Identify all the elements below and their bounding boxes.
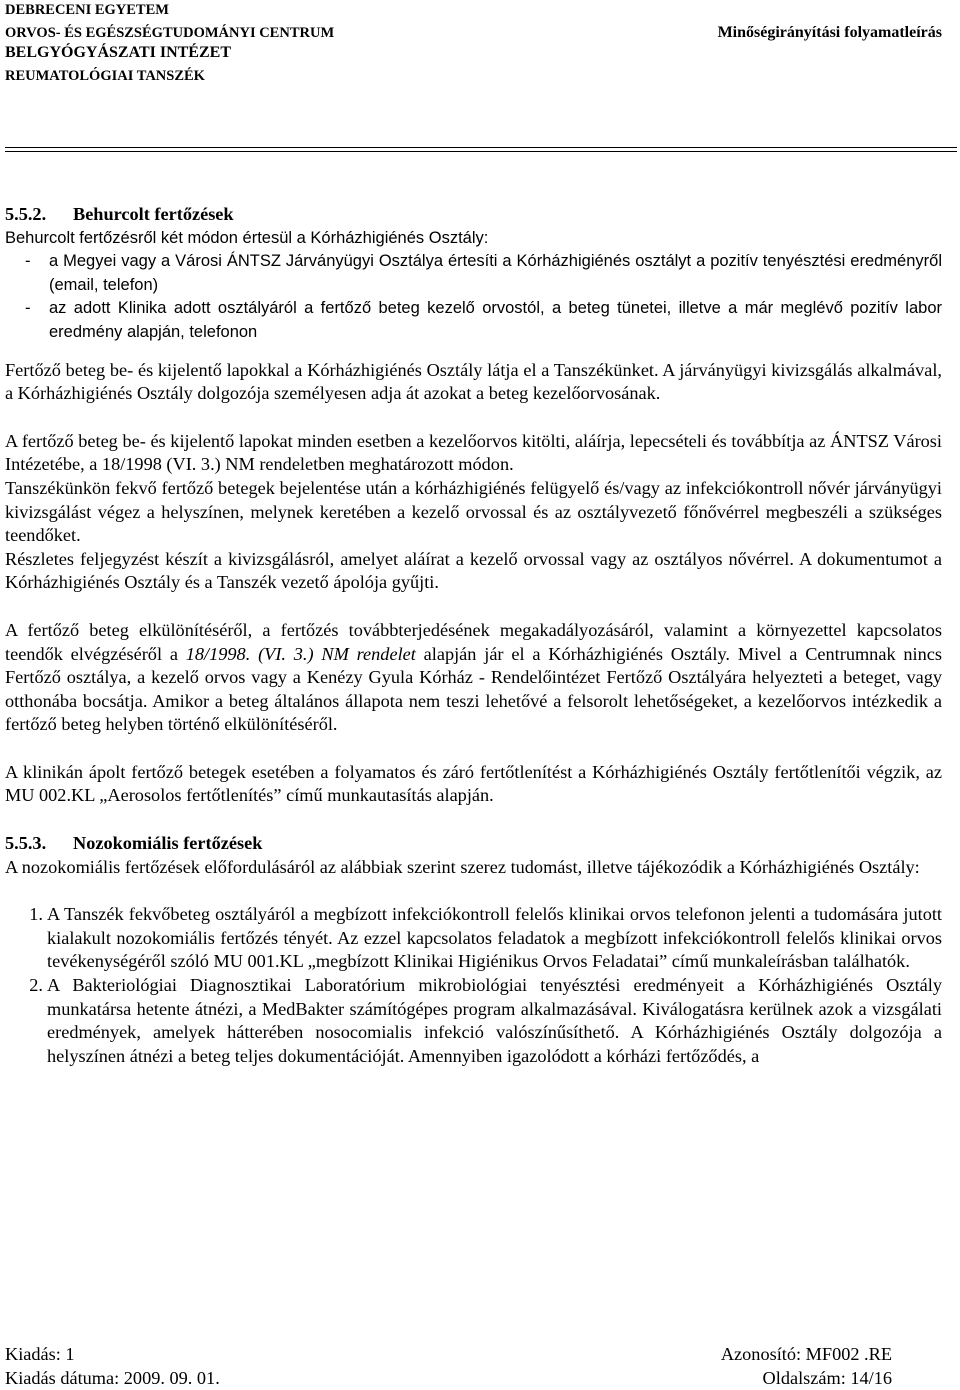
edition-date: Kiadás dátuma: 2009. 09. 01. bbox=[5, 1368, 220, 1388]
page-number: Oldalszám: 14/16 bbox=[762, 1368, 892, 1388]
section-number: 5.5.3. bbox=[5, 833, 47, 854]
document-type: Minőségirányítási folyamatleírás bbox=[717, 24, 942, 41]
list-item: - a Megyei vagy a Városi ÁNTSZ Járványügyi Osztálya értesíti a Kórházhigiénés osztályt a pozitív tenyésztési eredményről (email, telefon) bbox=[25, 252, 942, 294]
section-heading-552 bbox=[5, 203, 942, 227]
section-title: Behurcolt fertőzések bbox=[73, 204, 234, 224]
document-body bbox=[5, 203, 942, 1068]
university-name: DEBRECENI EGYETEM bbox=[5, 2, 169, 18]
paragraph: Részletes feljegyzést készít a kivizsgálásról, amelyet aláírat a kezelő orvossal vagy az osztályos nővérrel. A dokumentumot a Kórházhigiénés Osztály és a Tanszék vezető ápolója gyűjti. bbox=[5, 548, 942, 593]
paragraph: A fertőző beteg elkülönítéséről, a fertőzés továbbterjedésének megakadályozásáról, valamint a környezettel kapcsolatos teendők elvégzéséről a 18/1998. (VI. 3.) NM rendelet alapján jár el a Kórházhigiénés Osztály. Mivel a Centrumnak nincs Fertőző osztálya, a kezelő orvos vagy a Kenézy Gyula Kórház - Rendelőintézet Fertőző Osztályára helyezteti a beteget, vagy otthonába bocsátja. Amikor a beteg általános állapota nem teszi lehetővé a felsorolt lehetőségeket, a kezelőorvos intézkedik a fertőző beteg helyben történő elkülönítéséről. bbox=[5, 619, 942, 735]
department-name: REUMATOLÓGIAI TANSZÉK bbox=[5, 68, 205, 84]
section-intro: Behurcolt fertőzésről két módon értesül a Kórházhigiénés Osztály: bbox=[5, 228, 489, 247]
list-item: 1. A Tanszék fekvőbeteg osztályáról a megbízott infekciókontroll felelős klinikai orvos telefonon jelenti a tudomására jutott kialakult nozokomiális fertőzés tényét. Az ezzel kapcsolatos feladatok a megbízott infekciókontroll felelős klinikai orvos tevékenységéről szóló MU 001.KL „megbízott Klinikai Higiénikus Orvos Feladatai” című munkaleírásban találhatók. bbox=[29, 904, 942, 972]
center-name: ORVOS- ÉS EGÉSZSÉGTUDOMÁNYI CENTRUM bbox=[5, 25, 335, 41]
paragraph: Tanszékünkön fekvő fertőző betegek bejelentése után a kórházhigiénés felügyelő és/vagy az infekciókontroll nővér járványügyi kivizsgálást végez a helyszínen, melynek keretében a kezelő orvossal és az osztályvezető főnővérrel megbeszéli a szükséges teendőket. bbox=[5, 477, 942, 546]
list-item: - az adott Klinika adott osztályáról a fertőző beteg kezelő orvostól, a beteg tünetei, illetve a már meglévő pozitív labor eredmény alapján, telefonon bbox=[25, 299, 942, 341]
section-intro: A nozokomiális fertőzések előfordulásáról az alábbiak szerint szerez tudomást, illetve tájékozódik a Kórházhigiénés Osztály: bbox=[5, 856, 920, 877]
paragraph: A klinikán ápolt fertőző betegek esetében a folyamatos és záró fertőtlenítést a Kórházhigiénés Osztály fertőtlenítői végzik, az MU 002.KL „Aerosolos fertőtlenítés” című munkautasítás alapján. bbox=[5, 761, 942, 806]
header-rule-bottom bbox=[5, 151, 957, 152]
header-rule-top bbox=[5, 147, 957, 148]
regulation-reference: 18/1998. (VI. 3.) NM rendelet bbox=[185, 643, 416, 664]
edition: Kiadás: 1 bbox=[5, 1344, 75, 1364]
paragraph: Fertőző beteg be- és kijelentő lapokkal a Kórházhigiénés Osztály látja el a Tanszékünket. A járványügyi kivizsgálás alkalmával, a Kórházhigiénés Osztály dolgozója személyesen adja át azokat a beteg kezelőorvosának. bbox=[5, 359, 942, 404]
list-item: 2. A Bakteriológiai Diagnosztikai Laboratórium mikrobiológiai tenyésztési eredményeit a Kórházhigiénés Osztály munkatársa hetente átnézi, a MedBakter számítógépes program alkalmazásával. Kiválogatásra kerülnek azok a vizsgálati eredmények, amelyek hátterében nosocomialis infekció valószínűsíthető. A Kórházhigiénés Osztály dolgozója a helyszínen átnézi a beteg teljes dokumentációját. Amennyiben igazolódott a kórházi fertőződés, a bbox=[29, 975, 942, 1066]
section-heading-553 bbox=[5, 832, 942, 856]
paragraph: A fertőző beteg be- és kijelentő lapokat minden esetben a kezelőorvos kitölti, aláírja, lepecsételi és továbbítja az ÁNTSZ Városi Intézetébe, a 18/1998 (VI. 3.) NM rendeletben meghatározott módon. bbox=[5, 430, 942, 475]
numbered-list bbox=[5, 903, 942, 1068]
section-title: Nozokomiális fertőzések bbox=[73, 833, 263, 854]
section-number: 5.5.2. bbox=[5, 204, 47, 224]
institute-name: BELGYÓGYÁSZATI INTÉZET bbox=[5, 44, 231, 61]
document-id: Azonosító: MF002 .RE bbox=[720, 1344, 892, 1364]
